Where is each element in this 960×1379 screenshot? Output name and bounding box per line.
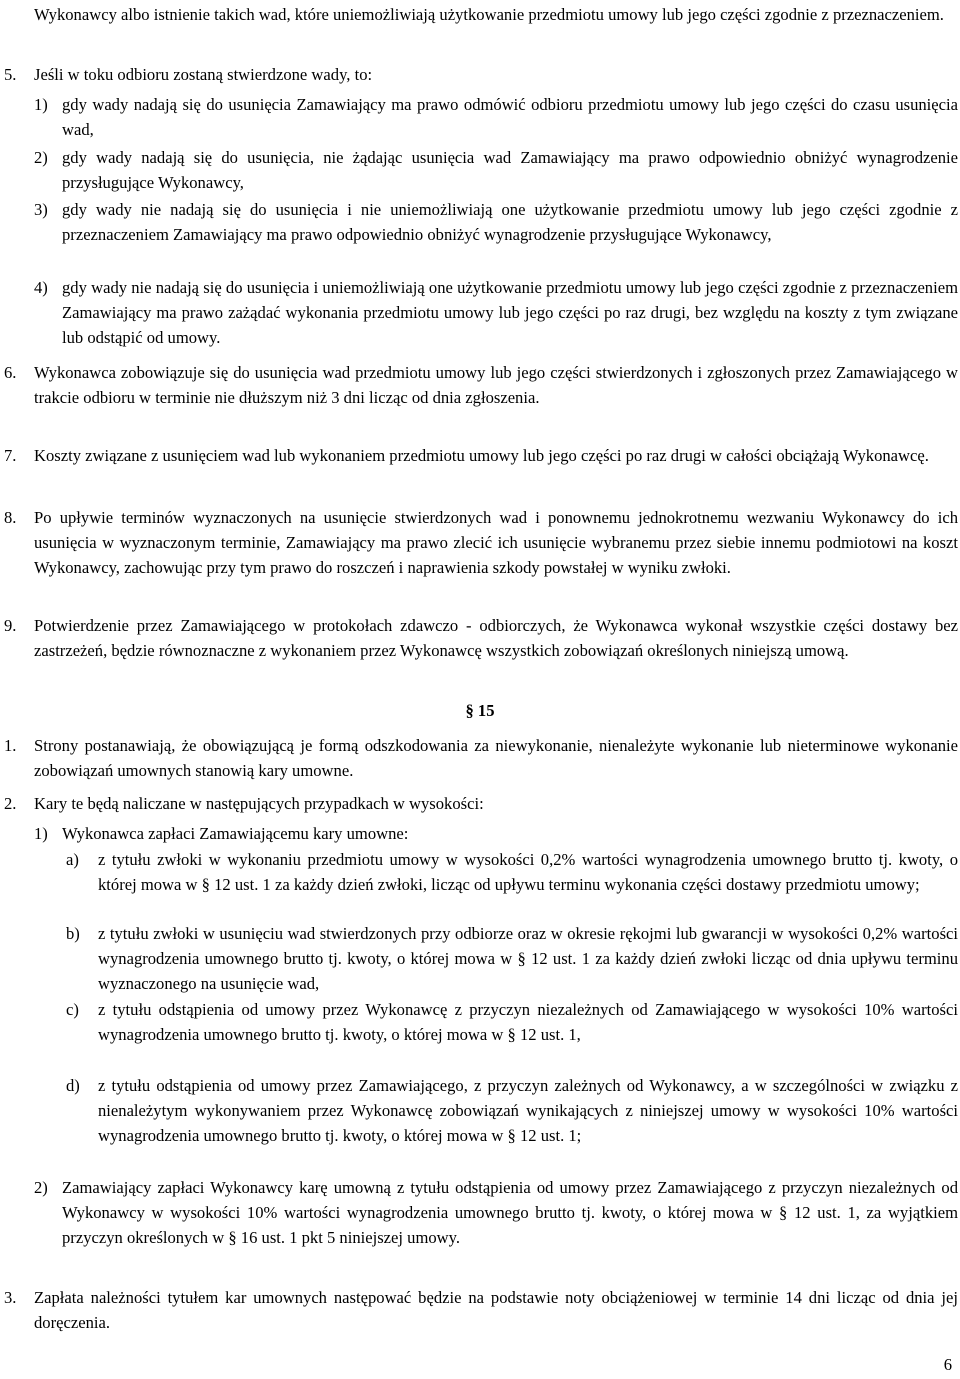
section-point-1-text: Strony postanawiają, że obowiązującą je formą odszkodowania za niewykonanie, nienależyte wykonanie lub nieterminowe wykonanie zobowiązań umownych stanowią kary umowne. <box>34 736 958 780</box>
section-heading: § 15 <box>465 701 495 720</box>
p5-item-4-text: gdy wady nie nadają się do usunięcia i uniemożliwiają one użytkowanie przedmiotu umowy lub jego części zgodnie z przeznaczeniem Zamawiający ma prawo zażądać wykonania przedmiotu umowy lub jego części po raz drugi, bez względu na koszty z tym związane lub odstąpić od umowy. <box>62 278 958 347</box>
paragraph-8-text: Po upływie terminów wyznaczonych na usunięcie stwierdzonych wad i ponownemu jednokrotnemu wezwaniu Wykonawcy do ich usunięcia w wyznaczonym terminie, Zamawiający ma prawo zlecić ich usunięcie wybranemu przez siebie innemu podmiotowi na koszt Wykonawcy, zachowując przy tym prawo do roszczeń i naprawienia szkody powstałej w wyniku zwłoki. <box>34 508 958 577</box>
paragraph-6-number: 6. <box>4 363 17 382</box>
paragraph-8-number: 8. <box>4 508 17 527</box>
paragraph-5-number: 5. <box>4 65 17 84</box>
sub-1-item-c-text: z tytułu odstąpienia od umowy przez Wykonawcę z przyczyn niezależnych od Zamawiającego w wysokości 10% wartości wynagrodzenia umownego brutto tj. kwoty, o której mowa w § 12 ust. 1, <box>98 1000 958 1044</box>
point-2-sub-1-text: Wykonawca zapłaci Zamawiającemu kary umowne: <box>62 824 409 843</box>
sub-1-item-a-number: a) <box>66 850 79 869</box>
p5-item-4-number: 4) <box>34 278 48 297</box>
section-point-2-text: Kary te będą naliczane w następujących przypadkach w wysokości: <box>34 794 484 813</box>
sub-1-item-b-number: b) <box>66 924 80 943</box>
p5-item-3-number: 3) <box>34 200 48 219</box>
page-number: 6 <box>943 1355 952 1374</box>
paragraph-7-number: 7. <box>4 446 17 465</box>
p5-item-1-text: gdy wady nadają się do usunięcia Zamawiający ma prawo odmówić odbioru przedmiotu umowy lub jego części do czasu usunięcia wad, <box>62 95 958 139</box>
sub-1-item-b-text: z tytułu zwłoki w usunięciu wad stwierdzonych przy odbiorze oraz w okresie rękojmi lub gwarancji w wysokości 0,2% wartości wynagrodzenia umownego brutto tj. kwoty, o której mowa w § 12 ust. 1 za każdy dzień zwłoki licząc od dnia upływu terminu wyznaczonego na usunięcie wad, <box>98 924 958 993</box>
sub-1-item-d-number: d) <box>66 1076 80 1095</box>
section-point-1-number: 1. <box>4 736 17 755</box>
section-point-3-text: Zapłata należności tytułem kar umownych następować będzie na podstawie noty obciążeniowej w terminie 14 dni licząc od dnia jej doręczenia. <box>34 1288 958 1332</box>
lead-paragraph: Wykonawcy albo istnienie takich wad, które uniemożliwiają użytkowanie przedmiotu umowy lub jego części zgodnie z przeznaczeniem. <box>34 5 944 24</box>
section-point-2-number: 2. <box>4 794 17 813</box>
point-2-sub-1-number: 1) <box>34 824 48 843</box>
paragraph-5-text: Jeśli w toku odbioru zostaną stwierdzone wady, to: <box>34 65 373 84</box>
section-point-3-number: 3. <box>4 1288 17 1307</box>
sub-1-item-d-text: z tytułu odstąpienia od umowy przez Zamawiającego, z przyczyn zależnych od Wykonawcy, a w szczególności w związku z nienależytym wykonywaniem przez Wykonawcę zobowiązań wynikających z niniejszej umowy w wysokości 10% wartości wynagrodzenia umownego brutto tj. kwoty, o której mowa w § 12 ust. 1; <box>98 1076 958 1145</box>
point-2-sub-2-number: 2) <box>34 1178 48 1197</box>
p5-item-1-number: 1) <box>34 95 48 114</box>
point-2-sub-2-text: Zamawiający zapłaci Wykonawcy karę umowną z tytułu odstąpienia od umowy przez Zamawiającego z przyczyn niezależnych od Wykonawcy w wysokości 10% wartości wynagrodzenia umownego brutto tj. kwoty, o której mowa w § 12 ust. 1, za wyjątkiem przyczyn określonych w § 16 ust. 1 pkt 5 niniejszej umowy. <box>62 1178 958 1247</box>
p5-item-2-number: 2) <box>34 148 48 167</box>
p5-item-3-text: gdy wady nie nadają się do usunięcia i nie uniemożliwiają one użytkowanie przedmiotu umowy lub jego części zgodnie z przeznaczeniem Zamawiający ma prawo odpowiednio obniżyć wynagrodzenie przysługujące Wykonawcy, <box>62 200 958 244</box>
p5-item-2-text: gdy wady nadają się do usunięcia, nie żądając usunięcia wad Zamawiający ma prawo odpowiednio obniżyć wynagrodzenie przysługujące Wykonawcy, <box>62 148 958 192</box>
sub-1-item-c-number: c) <box>66 1000 79 1019</box>
paragraph-6-text: Wykonawca zobowiązuje się do usunięcia wad przedmiotu umowy lub jego części stwierdzonych i zgłoszonych przez Zamawiającego w trakcie odbioru w terminie nie dłuższym niż 3 dni licząc od dnia zgłoszenia. <box>34 363 958 407</box>
paragraph-7-text: Koszty związane z usunięciem wad lub wykonaniem przedmiotu umowy lub jego części po raz drugi w całości obciążają Wykonawcę. <box>34 446 929 465</box>
sub-1-item-a-text: z tytułu zwłoki w wykonaniu przedmiotu umowy w wysokości 0,2% wartości wynagrodzenia umownego brutto tj. kwoty, o której mowa w § 12 ust. 1 za każdy dzień zwłoki, licząc od upływu terminu wykonania części dostawy przedmiotu umowy; <box>98 850 958 894</box>
paragraph-9-text: Potwierdzenie przez Zamawiającego w protokołach zdawczo - odbiorczych, że Wykonawca wykonał wszystkie części dostawy bez zastrzeżeń, będzie równoznaczne z wykonaniem przez Wykonawcę wszystkich zobowiązań określonych niniejszą umową. <box>34 616 958 660</box>
paragraph-9-number: 9. <box>4 616 17 635</box>
